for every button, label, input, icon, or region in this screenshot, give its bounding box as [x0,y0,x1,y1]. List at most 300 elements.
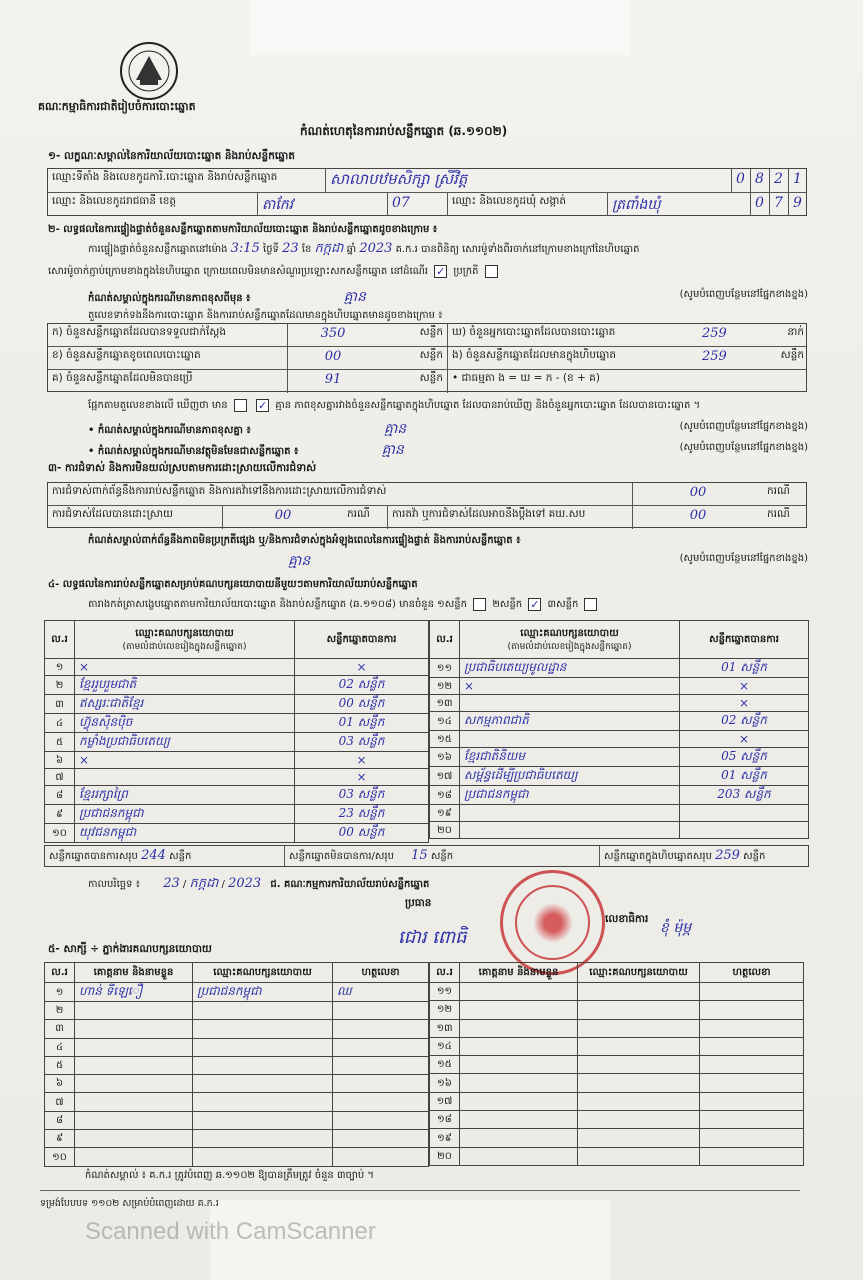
tape-top [250,0,630,55]
text: ឈ្មោះគណបក្សនយោបាយ [520,627,619,639]
bullet2-value: គ្មាន [381,442,404,458]
votes-value: 203 សន្លឹក [680,786,809,805]
sec1-title: ១- លក្ខណៈសម្គាល់នៃការិយាល័យបោះឆ្នោត និងរាប់សន្លឹកឆ្នោត [48,150,295,162]
witness-signature [333,1148,429,1166]
row-number: ៦ [45,1075,75,1093]
sec1-row2-value2: ត្រពាំងឃុំ [608,193,751,216]
witness-signature [333,1020,429,1038]
results-table-right [429,620,809,839]
party-name [460,731,680,748]
witness-signature [700,983,804,1001]
witness-party [578,1092,700,1110]
text: តារាងកត់ត្រាសង្ខេបឆ្នោតតាមការិយាល័យបោះឆ្នោត និងរាប់សន្លឹកឆ្នោត (ឆ.១១០៨) មានចំនួន ១សន្លឹក [88,599,467,610]
stat-label: ខ) ចំនួនសន្លឹកឆ្នោតខូចពេលបោះឆ្នោត [48,347,288,369]
text: • កំណត់សម្គាល់ក្នុងករណីមានភាពខុសគ្នា ៖ [88,425,251,436]
sec1-row1-label: ឈ្មោះទីតាំង និងលេខកូដការិ.បោះឆ្នោត និងរាប់សន្លឹកឆ្នោត [48,169,326,192]
witness-table-left [44,962,429,1167]
row-number: ១៩ [430,1129,460,1147]
sec2-line1 [88,240,808,259]
col-party: ឈ្មោះគណបក្សនយោបាយ [193,963,333,983]
text: កំណត់សម្គាល់ក្នុងករណីមានភាពខុសពីមុន ៖ [88,293,251,304]
witness-name [460,1129,578,1147]
sec2-note1 [88,287,808,308]
table-row [430,1092,804,1110]
table-row [45,1093,429,1111]
text: ៣សន្លឹក [547,599,579,610]
party-name: ខ្មែររក្សាព្រៃ [75,786,295,805]
official-stamp [500,870,605,975]
sec4-title: ៤- លទ្ធផលនៃការរាប់សន្លឹកឆ្នោតសម្រាប់គណបក្សនយោបាយនីមួយៗតាមការិយាល័យរាប់សន្លឹកឆ្នោត [48,579,418,590]
witness-name [460,1111,578,1129]
code-digit: 0 [751,193,770,216]
row-number: ១៦ [430,1074,460,1092]
witness-party: ប្រជាជនកម្ពុជា [193,983,333,1002]
row-number: ១ [45,659,75,676]
witness-party [193,1111,333,1129]
row-number: ១៥ [430,731,460,748]
party-name: × [75,752,295,769]
text: (តាមលំដាប់លេខរៀងក្នុងសន្លឹកឆ្នោត) [507,641,632,652]
witness-signature [333,1056,429,1074]
stat-value: 259 [702,326,727,341]
text: កាលបរិច្ឆេទ ៖ [88,879,141,890]
text: សន្លឹក [169,851,192,862]
votes-value: 01 សន្លឹក [295,714,429,733]
witness-party [193,1056,333,1074]
col-party [460,621,680,659]
witness-party [578,983,700,1001]
witness-signature [700,1037,804,1055]
table-row [45,1111,429,1129]
total-invalid-value: 15 [411,848,428,863]
appeal-label: ការតវ៉ា ឬការជំទាស់ដែលអាចនឹងប្តឹងទៅ គឃ.សប [388,506,633,529]
committee-label: ជ. គណៈកម្មការការិយាល័យរាប់សន្លឹកឆ្នោត [270,879,430,890]
witness-signature [333,1075,429,1093]
witness-name [460,1056,578,1074]
code-digit: 8 [751,169,770,192]
note1-value: គ្មាន [343,289,366,305]
row-number: ១៩ [430,805,460,822]
text: សន្លឹកឆ្នោតក្នុងហិបឆ្នោតសរុប [604,851,712,862]
org-name: គណៈកម្មាធិការជាតិរៀបចំការបោះឆ្នោត [38,100,196,113]
stat-unit: សន្លឹក [780,349,804,361]
sec3-note: កំណត់សម្គាល់ពាក់ព័ន្ធនឹងភាពមិនប្រក្រតីផ្សេង ឬ/និងការជំទាស់ក្នុងអំឡុងពេលនៃការផ្ទៀងផ្ទាត់ និងការរាប់សន្លឹកឆ្នោត ៖ [88,535,521,546]
date-day: 23 [163,876,180,891]
votes-value: 03 សន្លឹក [295,786,429,805]
witness-party [193,1038,333,1056]
totals-row [44,845,809,867]
text: សន្លឹកឆ្នោតបានការសរុប [49,851,138,862]
table-row [430,1056,804,1074]
time-value: 3:15 [230,241,260,256]
witness-name [75,1130,193,1148]
table-row [45,676,429,695]
votes-value: 23 សន្លឹក [295,805,429,824]
witness-name [460,1147,578,1165]
checkbox-1sheet[interactable] [473,598,486,611]
witness-signature [700,1019,804,1037]
text: ខែ [301,244,312,255]
table-row [45,659,429,676]
table-row [430,822,809,839]
votes-value: 01 សន្លឹក [680,767,809,786]
objection-label: ការជំទាស់ពាក់ព័ន្ធនឹងការរាប់សន្លឹកឆ្នោត និងការតវ៉ាទៅនឹងការដោះស្រាយលើការជំទាស់ [48,483,633,505]
col-no: ល.រ [45,963,75,983]
objection-unit: ករណី [767,485,790,497]
votes-value [680,822,809,839]
checkbox-2sheet[interactable]: ✓ [530,597,540,611]
text: ផ្អែកតាមតួលេខខាងលើ ឃើញថា មាន [88,400,228,411]
sec2-line2 [48,264,501,279]
text: ការផ្ទៀងផ្ទាត់ចំនួនសន្លឹកឆ្នោតនៅម៉ោង [88,244,228,255]
table-row [45,1075,429,1093]
checkbox-has-diff[interactable] [234,399,247,412]
text: ថ្ងៃទី [263,244,279,255]
stat-unit: សន្លឹក [378,347,448,369]
stat-value: 259 [702,349,727,364]
witness-name [460,1092,578,1110]
col-party [75,621,295,659]
text: សន្លឹក [743,851,766,862]
votes-value: × [680,678,809,695]
table-row [45,786,429,805]
votes-value: 02 សន្លឹក [295,676,429,695]
votes-value: 05 សន្លឹក [680,748,809,767]
stat-unit: សន្លឹក [378,370,448,393]
row-number: ៩ [45,1130,75,1148]
bullet1-value: គ្មាន [383,421,407,437]
stat-label: ឃ) ចំនួនអ្នកបោះឆ្នោតដែលបានបោះឆ្នោត [452,326,616,338]
table-row [430,983,804,1001]
col-no: ល.រ [45,621,75,659]
checkbox-bad[interactable] [485,265,498,278]
table-row [430,695,809,712]
total-valid [45,846,285,866]
row-number: ១០ [45,824,75,843]
witness-party [578,1111,700,1129]
total-box-value: 259 [715,848,740,863]
witness-name [75,1148,193,1166]
total-box [600,846,810,866]
witness-name [75,1093,193,1111]
text: សោរម៉ូចាក់ភ្ជាប់ក្រោមខាងក្នុងនៃហិបឆ្នោត ក្រោយពេលមិនមានសំណួរប្រឡោះសកសន្លឹកឆ្នោត នៅដំណើរ [48,266,429,277]
votes-value: × [680,695,809,712]
witness-signature [700,1001,804,1019]
appeal-value: 00 [689,508,707,523]
witness-name [75,1038,193,1056]
table-row [430,659,809,678]
witness-party [578,1001,700,1019]
chair-label: ប្រធាន [405,897,432,909]
sec2-line4 [88,398,700,413]
code-digit: 7 [770,193,789,216]
text: ប្រក្រតី [453,266,479,277]
table-row [45,1056,429,1074]
stat-label: ង) ចំនួនសន្លឹកឆ្នោតដែលមានក្នុងហិបឆ្នោត [452,349,617,361]
code-digit: 2 [770,169,789,192]
row-number: ២ [45,676,75,695]
witness-party [193,1130,333,1148]
table-row [430,678,809,695]
party-name [460,822,680,839]
hint: (សូមបំពេញបន្ថែមនៅផ្នែកខាងខ្នង) [679,421,808,432]
sec1-row2-num: 07 [388,193,448,216]
sec3-title: ៣- ការជំទាស់ និងការមិនយល់ស្របតាមការដោះស្រាយលើការជំទាស់ [48,462,317,474]
col-no: ល.រ [430,621,460,659]
table-row [45,769,429,786]
checkbox-3sheet[interactable] [584,598,597,611]
row-number: ១៤ [430,712,460,731]
date-month: កក្កដា [189,876,219,891]
witness-signature [333,1038,429,1056]
votes-value: 01 សន្លឹក [680,659,809,678]
party-name: ប្រជាជនកម្ពុជា [460,786,680,805]
resolved-unit: ករណី [343,506,388,529]
witness-party [193,1075,333,1093]
party-name: ប្រជាធិបតេយ្យមូលដ្ឋាន [460,659,680,678]
row-number: ៥ [45,733,75,752]
party-name [460,695,680,712]
form-title: កំណត់ហេតុនៃការរាប់សន្លឹកឆ្នោត (ឆ.១១០២) [300,124,508,138]
row-number: ៤ [45,1038,75,1056]
stat-value: 00 [324,349,342,364]
appeal-unit: ករណី [767,508,790,520]
sec4-subline [88,597,600,612]
resolved-label: ការជំទាស់ដែលបានដោះស្រាយ [48,506,223,529]
sec3-box [47,482,807,528]
table-row [45,733,429,752]
row-number: ១៧ [430,1092,460,1110]
stat-unit: សន្លឹក [378,324,448,346]
sec5-note: កំណត់សម្គាល់ ៖ គ.ក.រ ត្រូវបំពេញ ឆ.១១០២ ឱ្យបានត្រឹមត្រូវ ចំនួន ៣ច្បាប់ ។ [85,1170,374,1181]
table-row [45,752,429,769]
code-digit: 1 [793,171,802,187]
table-row [430,1037,804,1055]
row-number: ១ [45,983,75,1002]
votes-value [680,805,809,822]
sec1-row1-value: សាលាបឋមសិក្សា ស្រីវិត្ត [326,169,732,192]
col-party: ឈ្មោះគណបក្សនយោបាយ [578,963,700,983]
row-number: ១៨ [430,1111,460,1129]
resolved-value: 00 [274,508,292,523]
sec3-note-value: គ្មាន [288,553,311,569]
table-row [430,1111,804,1129]
hint: (សូមបំពេញបន្ថែមនៅផ្នែកខាងខ្នង) [679,442,808,453]
votes-value: 00 សន្លឹក [295,695,429,714]
text: ឈ្មោះគណបក្សនយោបាយ [135,627,234,639]
table-row [45,1020,429,1038]
witness-signature [700,1129,804,1147]
party-name: × [460,678,680,695]
party-name: សកម្មភាពជាតិ [460,712,680,731]
table-row [45,805,429,824]
witness-signature [700,1074,804,1092]
party-name: ប្រជាជនកម្ពុជា [75,805,295,824]
witness-name [460,1037,578,1055]
table-row [45,1130,429,1148]
scanner-watermark: Scanned with CamScanner [85,1218,376,1245]
table-row [45,983,429,1002]
code-digit: 0 [732,169,751,192]
table-row [430,1001,804,1019]
witness-party [193,1020,333,1038]
chair-signature: ជោរ ពោធិ [398,927,467,948]
witness-signature [700,1147,804,1165]
votes-value: × [295,659,429,676]
party-name [75,769,295,786]
formula: • ជាធម្មតា ង = ឃ = ក - (ខ + គ) [452,372,600,384]
row-number: ១៨ [430,786,460,805]
witness-signature [700,1056,804,1074]
text: ឆ្នាំ [346,244,357,255]
row-number: ១៣ [430,1019,460,1037]
month-value: កក្កដា [314,241,344,256]
stat-value: 91 [324,372,342,387]
sec3-note-line [48,551,808,572]
witness-signature [700,1092,804,1110]
witness-name [75,1056,193,1074]
col-votes: សន្លឹកឆ្នោតបានការ [680,621,809,659]
row-number: ៦ [45,752,75,769]
table-row [430,748,809,767]
votes-value: 00 សន្លឹក [295,824,429,843]
col-votes: សន្លឹកឆ្នោតបានការ [295,621,429,659]
stat-unit: នាក់ [787,326,804,338]
table-row [430,712,809,731]
footer-divider [40,1190,800,1191]
table-row [430,1019,804,1037]
text: សន្លឹកឆ្នោតមិនបានការ/សរុប [289,851,394,862]
checkbox-no-diff[interactable]: ✓ [257,398,268,412]
form-number: ទម្រង់បែបបទ ១១០២ សម្រាប់បំពេញដោយ គ.ក.រ [40,1198,219,1209]
witness-name [460,1001,578,1019]
votes-value: × [295,769,429,786]
party-name: × [75,659,295,676]
row-number: ១៣ [430,695,460,712]
witness-party [193,1002,333,1020]
table-row [45,714,429,733]
table-row [430,767,809,786]
date-line: កាលបរិច្ឆេទ ៖ 23 / កក្កដា / 2023 ជ. គណៈកម្មការការិយាល័យរាប់សន្លឹកឆ្នោត [88,876,430,891]
witness-signature [333,1002,429,1020]
row-number: ១១ [430,659,460,678]
hint: (សូមបំពេញបន្ថែមនៅផ្នែកខាងខ្នង) [679,289,808,300]
stat-label: គ) ចំនួនសន្លឹកឆ្នោតដែលមិនបានប្រើ [48,370,288,393]
table-row [430,805,809,822]
secretary-signature: ខុំ ម៉ុម្ភ [660,920,692,936]
sec2-title: ២- លទ្ធផលនៃការផ្ទៀងផ្ទាត់ចំនួនសន្លឹកឆ្នោតតាមការិយាល័យបោះឆ្នោត និងរាប់សន្លឹកឆ្នោតដូចខាងក្រោម ៖ [48,224,438,235]
col-name: គោត្តនាម និងនាមខ្លួន [75,963,193,983]
witness-name [460,983,578,1001]
col-sign: ហត្ថលេខា [333,963,429,983]
witness-signature: ឈ [333,983,429,1002]
party-name: ខ្មែរជាតិនិយម [460,748,680,767]
table-row [45,1038,429,1056]
witness-party [578,1129,700,1147]
col-sign: ហត្ថលេខា [700,963,804,983]
row-number: ៩ [45,805,75,824]
party-name: ខ្មែររួបរួមជាតិ [75,676,295,695]
row-number: ២០ [430,1147,460,1165]
date-year: 2023 [228,876,262,891]
sec2-bullet1 [88,419,808,440]
row-number: ៧ [45,769,75,786]
table-row [45,695,429,714]
party-name: សម្ព័ន្ធដើម្បីប្រជាធិបតេយ្យ [460,767,680,786]
text: សន្លឹក [430,851,454,862]
votes-value: 03 សន្លឹក [295,733,429,752]
table-row [430,731,809,748]
code-digit: 9 [793,195,802,211]
row-number: ៧ [45,1093,75,1111]
table-row [430,1074,804,1092]
emblem-icon [118,40,180,102]
votes-value: × [680,731,809,748]
sec1-row2-label: ឈ្មោះ និងលេខកូដរាជធានី ខេត្ត [48,193,258,216]
votes-value: × [295,752,429,769]
party-name: យុវជនកម្ពុជា [75,824,295,843]
row-number: ៤ [45,714,75,733]
row-number: ១៦ [430,748,460,767]
party-name: កម្លាំងប្រជាធិបតេយ្យ [75,733,295,752]
witness-signature [333,1111,429,1129]
sec1-box [47,168,807,216]
witness-name [75,1002,193,1020]
sec1-row2-label2: ឈ្មោះ និងលេខកូដឃុំ សង្កាត់ [448,193,608,216]
votes-value: 02 សន្លឹក [680,712,809,731]
row-number: ១៤ [430,1037,460,1055]
hint: (សូមបំពេញបន្ថែមនៅផ្នែកខាងខ្នង) [679,553,808,564]
witness-name [75,1075,193,1093]
sec2-bullet2 [88,440,808,461]
row-number: ១៧ [430,767,460,786]
checkbox-ok[interactable]: ✓ [436,264,446,278]
stats-box [47,323,807,392]
party-name: ឥស្សរៈជាតិខ្មែរ [75,695,295,714]
secretary-label: លេខាធិការ [605,913,649,925]
row-number: ២ [45,1002,75,1020]
table-row [45,1148,429,1166]
sec5-title: ៥- សាក្សី ÷ ភ្នាក់ងារគណបក្សនយោបាយ [48,943,212,955]
year-value: 2023 [359,241,393,256]
row-number: ៣ [45,695,75,714]
objection-value: 00 [689,485,707,500]
table-row [430,786,809,805]
row-number: ៨ [45,1111,75,1129]
witness-party [578,1037,700,1055]
witness-party [578,1056,700,1074]
row-number: ១២ [430,678,460,695]
witness-party [578,1019,700,1037]
witness-party [578,1147,700,1165]
row-number: ៣ [45,1020,75,1038]
text: គ្មាន ភាពខុសគ្នារវាងចំនួនសន្លឹកឆ្នោតក្នុងហិបឆ្នោត ដែលបានរាប់ឃើញ និងចំនួនអ្នកបោះឆ្នោត ដែលបានបោះឆ្នោត ។ [275,400,701,411]
sec2-line3: តួលេខទាក់ទងនឹងការបោះឆ្នោត និងការរាប់សន្លឹកឆ្នោតដែលមានក្នុងហិបឆ្នោតមានដូចខាងក្រោម ៖ [88,310,443,321]
witness-party [578,1074,700,1092]
text: គ.ក.រ បានពិនិត្យ សោរម៉ូទាំងពីរចាក់នៅក្រោមខាងក្រៅនៃហិបឆ្នោត [395,244,640,255]
table-row [45,824,429,843]
witness-signature [700,1111,804,1129]
row-number: ១១ [430,983,460,1001]
witness-table-right [429,962,804,1166]
text: (តាមលំដាប់លេខរៀងក្នុងសន្លឹកឆ្នោត) [122,641,247,652]
witness-name [75,1020,193,1038]
day-value: 23 [282,241,299,256]
witness-signature [333,1093,429,1111]
stat-value: 350 [320,326,346,341]
witness-name: ហាន់ ទីឡេឿ [75,983,193,1002]
col-name: គោត្តនាម និងនាមខ្លួន [460,963,578,983]
